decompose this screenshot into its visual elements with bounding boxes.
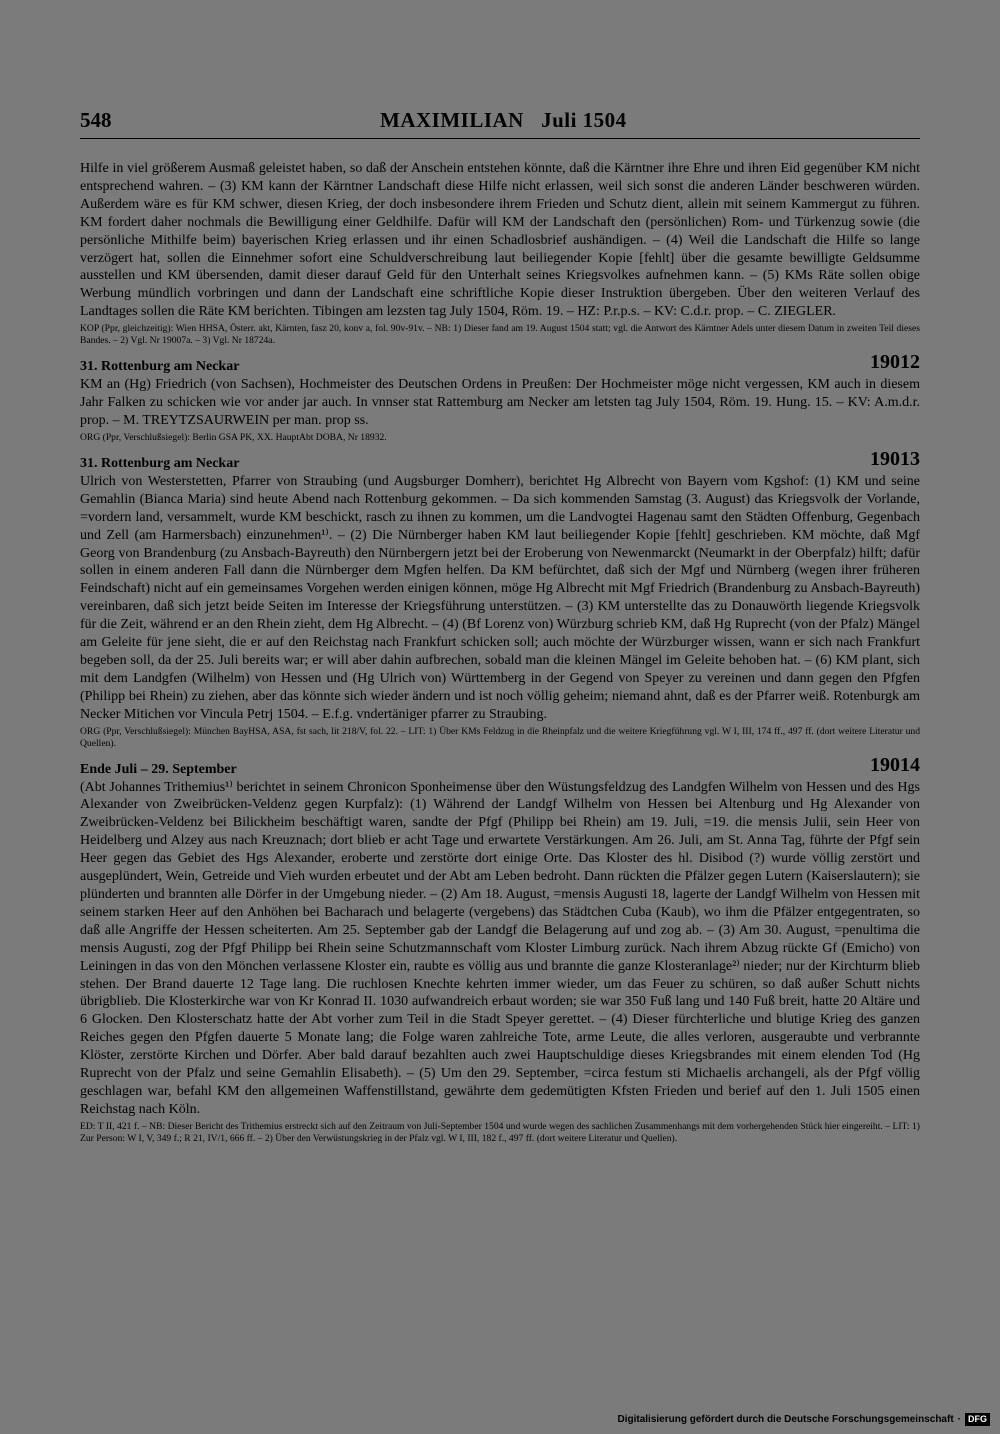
document-entry (80, 753, 920, 1145)
page-header (80, 108, 920, 139)
document-header (80, 447, 920, 473)
document-number: 19012 (870, 351, 920, 374)
intro-text: Hilfe in viel größerem Ausmaß geleistet haben, so daß der Anschein entstehen könnte, daß die Kärntner ihre Ehre und ihren Eid gegenüber KM nicht entsprechend wahren. – (3) KM kann der Kärntner Landschaft diese Hilfe nicht erlassen, weil sich sonst die anderen Länder beschweren würden. Außerdem wäre es für KM schwer, diesen Krieg, der doch insbesondere ihrem Frieden und Schutz dient, allein mit seinem Kammergut zu führen. KM fordert daher nochmals die Bewilligung einer Geldhilfe. Dafür will KM der Landschaft den (persönlichen) Rom- und Türkenzug sowie (die persönliche Mithilfe beim) bayerischen Krieg erlassen und ihr einen Schadlosbrief aushändigen. – (4) Weil die Landschaft die Hilfe so lange verzögert hat, sollen die Einnehmer sofort eine Schuldverschreibung laut beiliegender Kopie [fehlt] über die gesamte bewilligte Geldsumme ausstellen und KM übersenden, damit dieser darauf Geld für den Unterhalt seines Kriegsvolkes aufnehmen kann. – (5) KMs Räte sollen obige Werbung mündlich vorbringen und dann der Landschaft eine schriftliche Kopie dieser Instruktion übergeben. Über den weiteren Verlauf des Landtages sollen die Räte KM berichten. Tibingen am lezsten tag July 1504, Röm. 19. – HZ: P.r.p.s. – KV: C.d.r. prop. – C. ZIEGLER. (80, 161, 920, 320)
footer-text: Digitalisierung gefördert durch die Deutsche Forschungsgemeinschaft (617, 1414, 954, 1425)
document-date: 31. Rottenburg am Neckar (80, 455, 240, 471)
page-number: 548 (80, 108, 112, 132)
document-text: KM an (Hg) Friedrich (von Sachsen), Hochmeister des Deutschen Ordens in Preußen: Der Hochmeister möge nicht vergessen, KM auch in diesem Jahr Falken zu schicken wie vor ander jar auch. In vnnser stat Rattemburg am Necker am letsten tag July 1504, Röm. 19. Hung. 15. – KV: A.m.d.r. prop. – M. TREYTZSAURWEIN per man. prop ss. (80, 377, 920, 428)
document-entry (80, 351, 920, 444)
document-header (80, 753, 920, 779)
document-date: 31. Rottenburg am Neckar (80, 359, 240, 375)
document-source: ED: T II, 421 f. – NB: Dieser Bericht des Trithemius erstreckt sich auf den Zeitraum von Juli-September 1504 und wurde wegen des sachlichen Zusammenhangs mit dem vorhergehenden Stück hier eingereiht. – LIT: 1) Zur Person: W I, V, 349 f.; R 21, IV/1, 666 ff. – 2) Über den Verwüstungskrieg in der Pfalz vgl. W I, III, 182 f., 497 ff. (dort weitere Literatur und Quellen). (80, 1120, 920, 1144)
document-date: Ende Juli – 29. September (80, 761, 237, 777)
intro-source: KOP (Ppr, gleichzeitig): Wien HHSA, Österr. akt, Kärnten, fasz 20, konv a, fol. 90v-91v. – NB: 1) Dieser fand am 19. August 1504 statt; vgl. die Antwort des Kärntner Adels unter diesem Datum in zweiten Teil dieses Bandes. – 2) Vgl. Nr 19007a. – 3) Vgl. Nr 18724a. (80, 323, 920, 347)
running-title: MAXIMILIAN Juli 1504 (380, 108, 627, 132)
document-header (80, 351, 920, 376)
document-entry (80, 447, 920, 750)
document-source: ORG (Ppr, Verschlußsiegel): Berlin GSA PK, XX. HauptAbt DOBA, Nr 18932. (80, 431, 387, 443)
document-source: ORG (Ppr, Verschlußsiegel): München BayHSA, ASA, fst sach, lit 218/V, fol. 22. – LIT: 1) Über KMs Feldzug in die Rheinpfalz und die weitere Kriegführung vgl. W I, III, 174 ff., 497 ff. (dort weitere Literatur und Quellen). (80, 725, 920, 749)
digitization-footer: Digitalisierung gefördert durch die Deutsche Forschungsgemeinschaft · DFG (617, 1413, 990, 1426)
document-number: 19013 (870, 447, 920, 470)
dfg-logo-icon: DFG (965, 1413, 990, 1426)
document-number: 19014 (870, 753, 920, 776)
page-body (80, 160, 920, 1145)
document-text: (Abt Johannes Trithemius¹⁾ berichtet in seinem Chronicon Sponheimense über den Wüstungsfeldzug des Landgfen Wilhelm von Hessen und des Hgs Alexander von Zweibrücken-Veldenz gegen Kurpfalz): (1) Während der Landgf Wilhelm von Hessen bei Altenburg und Hg Alexander von Zweibrücken-Veldenz bei Bilickheim beschäftigt waren, sandte der Pfgf (Philipp bei Rhein) am 19. Juli, =19. die mensis Julii, sein Heer von Heidelberg und Alzey aus nach Kreuznach; dort blieb er acht Tage und erwartete Verstärkungen. Am 26. Juli, am St. Anna Tag, führte der Pfgf sein Heer gegen das Gebiet des Hgs Alexander, eroberte und zerstörte dort einige Orte. Das Kloster des hl. Disibod (?) wurde völlig zerstört und ausgeplündert, Wein, Getreide und Vieh wurden erbeutet und der Abt am Leben bedroht. Dann rückten die Pfälzer gegen Lutern (Kaiserslautern); sie plünderten und brannten alle Dörfer in der Umgebung nieder. – (2) Am 18. August, =mensis Augusti 18, lagerte der Landgf Wilhelm von Hessen mit seinem starken Heer auf den Anhöhen bei Bacharach und belagerte (vergebens) das Städtchen Cuba (Kaub), wo ihm die Pfälzer entgegentraten, so daß alle Angriffe der Hessen scheiterten. Am 25. September gab der Landgf die Belagerung auf und zog ab. – (3) Am 30. August, =penultima die mensis Augusti, zog der Pfgf Philipp bei Rhein seine Schutzmannschaft vom Kloster Limburg zurück. Nach ihrem Abzug rückte Gf (Emicho) von Leiningen in das von den Mönchen verlassene Kloster ein, raubte es völlig aus und brannte die ganze Klosteranlage²⁾ nieder; nur der Kirchturm blieb stehen. Der Brand dauerte 12 Tage lang. Die ruchlosen Knechte kehrten immer wieder, um das Feuer zu schüren, so daß außer Schutt nichts übrigblieb. Die Klosterkirche war von Kr Konrad II. 1030 aufwandreich erbaut worden; sie war 350 Fuß lang und 140 Fuß breit, hatte 20 Altäre und 6 Glocken. Den Klosterschatz hatte der Abt vorher zum Teil in die Stadt Speyer gerettet. – (4) Dieser fürchterliche und blutige Krieg des ganzen Reiches gegen den Pfgfen dauerte 5 Monate lang; die Folge waren zahlreiche Tote, arme Leute, die alles verloren, ausgeraubte und verbrannte Klöster, zerstörte Kirchen und Dörfer. Aber bald darauf bezahlten auch zwei Hauptschuldige dieses Kriegsbrandes mit einem elenden Tod (Hg Ruprecht von der Pfalz und seine Gemahlin Elisabeth). – (5) Um den 29. September, =circa festum sti Michaelis archangeli, als der Pfgf völlig geschlagen war, befahl KM den allgemeinen Waffenstillstand, gewährte dem gedemütigten Kfsten Frieden und berief auf den 1. Juli 1505 einen Reichstag nach Köln. (80, 779, 920, 1117)
document-text: Ulrich von Westerstetten, Pfarrer von Straubing (und Augsburger Domherr), berichtet Hg Albrecht von Bayern vom Kgshof: (1) KM und seine Gemahlin (Bianca Maria) sind heute Abend nach Rottenburg gekommen. – Da sich kommenden Samstag (3. August) das Kriegsvolk der Vorlande, =vordern land, versammelt, wurde KM beschickt, rasch zu ihnen zu kommen, um die Landvogtei Hagenau samt den Städten Offenburg, Gegenbach und Zell (am Harmersbach) einzunehmen¹⁾. – (2) Die Nürnberger haben KM laut beiliegender Kopie [fehlt] geschrieben. KM möchte, daß Mgf Georg von Brandenburg (zu Ansbach-Bayreuth) den Nürnbergern jetzt bei der Eroberung von Newenmarckt (Neumarkt in der Oberpfalz) hilft; dafür sollen in einem anderen Fall dann die Nürnberger dem Mgfen helfen. Da KM befürchtet, daß sich der Mgf und Nürnberg (wegen ihrer früheren Feindschaft) nicht auf ein gemeinsames Vorgehen werden einigen können, möge Hg Albrecht mit Mgf Friedrich (Brandenburg zu Ansbach-Bayreuth) vereinbaren, daß sich jetzt beide Seiten im Interesse der Kriegsführung unterstützen. – (3) KM unterstellte das zu Donauwörth liegende Kriegsvolk für die Zeit, während er an den Rhein zieht, dem Hg Albrecht. – (4) (Bf Lorenz von) Würzburg schrieb KM, daß Hg Ruprecht (von der Pfalz) Mängel am Geleite für jene sieht, die er auf den Reichstag nach Frankfurt schicken soll; auch möchte der Würzburger wissen, wann er sich nach Frankfurt begeben soll, da der 25. Juli bereits war; er will aber dahin aufbrechen, sobald man die kleinen Mängel im Geleite behoben hat. – (6) KM plant, sich mit dem Landgfen (Wilhelm) von Hessen und (Hg Ulrich von) Württemberg in der Gegend von Speyer zu vereinen und dann gegen den Pfgfen (Philipp bei Rhein) zu ziehen, aber das könnte sich wieder ändern und ist noch völlig geheim; niemand ahnt, daß es der Pfarrer weiß. Rotenburgk am Necker Mitichen vor Vincula Petrj 1504. – E.f.g. vndertäniger pfarrer zu Straubing. (80, 473, 920, 722)
